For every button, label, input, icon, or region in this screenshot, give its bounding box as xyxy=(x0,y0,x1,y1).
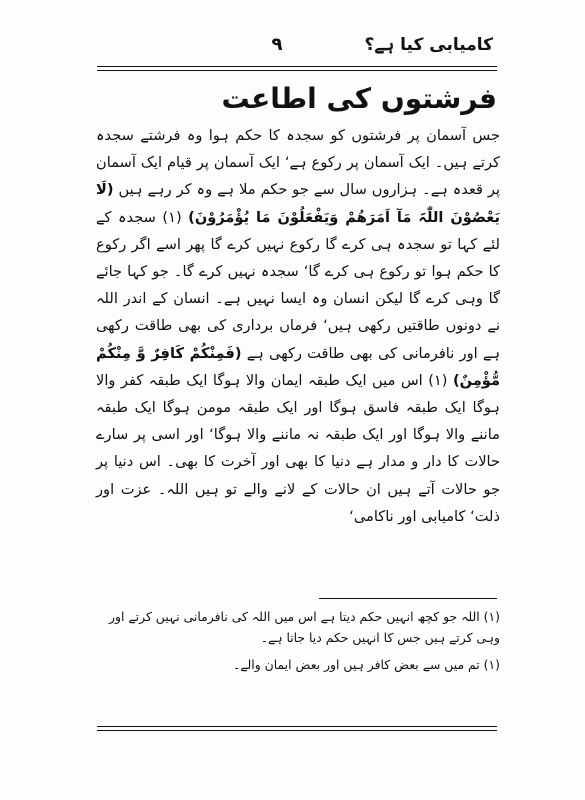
footnotes xyxy=(96,606,500,675)
footer-rule-top xyxy=(97,726,497,727)
body-text-before-first-quote: جس آسمان پر فرشتوں کو سجدہ کا حکم ہوا وہ فرشتے سجدہ کرتے ہیں۔ ایک آسمان پر رکوع ہے‘ ایک آسمان پر قیام ایک آسمان پر قعدہ ہے۔ ہزاروں سال سے جو حکم ملا ہے وہ کر رہے ہیں xyxy=(96,127,501,199)
quranic-quote: (لَا یَعْصُوْنَ اللّٰہَ مَآ اَمَرَھُمْ وَیَفْعَلُوْنَ مَا یُؤْمَرُوْنَ) xyxy=(96,181,501,226)
footer-rule-bottom xyxy=(97,730,497,731)
footnote: (۱) تم میں سے بعض کافر ہیں اور بعض ایمان والے۔ xyxy=(232,657,500,672)
footnote-separator xyxy=(319,598,497,599)
section-heading: فرشتوں کی اطاعت xyxy=(221,82,497,115)
body-text xyxy=(96,122,500,530)
header-rule-top xyxy=(97,66,497,67)
page-number: ۹ xyxy=(271,34,283,55)
body-text-middle: سجدہ کے لئے کہا تو سجدہ ہی کرے گا رکوع نہیں کرے گا پھر اسے اگر رکوع کا حکم ہوا تو رکوع ہی کرے گا‘ سجدہ نہیں کرے گا۔ جو کہا جائے گا وہی کرے گا لیکن انسان وہ ایسا نہیں ہے۔ انسان کے اندر اللہ نے دونوں طاقتیں رکھی ہیں‘ فرماں برداری کی بھی طاقت رکھی ہے اور نافرمانی کی بھی طاقت رکھی ہے xyxy=(96,208,501,362)
footnote-marker: (۱) xyxy=(428,371,448,389)
body-paragraph xyxy=(96,122,500,530)
body-text-after-second-quote: اس میں ایک طبقہ ایمان والا ہوگا ایک طبقہ کفر والا ہوگا ایک طبقہ فاسق ہوگا اور ایک طبقہ مومن ہوگا ایک طبقہ ماننے والا ہوگا اور ایک طبقہ نہ ماننے والا ہوگا‘ اور اسی پر سارے حالات کا دار و مدار ہے دنیا کا بھی اور آخرت کا بھی۔ اس دنیا پر جو حالات آتے ہیں ان حالات کے لانے والے تو ہیں اللہ۔ عزت اور ذلت‘ کامیابی اور ناکامی‘ xyxy=(96,371,500,525)
footnote-marker: (۱) xyxy=(162,208,182,226)
quranic-quote: (فَمِنْکُمْ کَافِرٌ وَّ مِنْکُمْ مُّؤْمِنٌ) xyxy=(96,344,500,389)
header-rule-bottom xyxy=(97,70,497,71)
footnote: (۱) اللہ جو کچھ انہیں حکم دیتا ہے اس میں اللہ کی نافرمانی نہیں کرتے اور وہی کرتے ہیں جس کا انہیں حکم دیا جاتا ہے۔ xyxy=(109,609,500,645)
running-title: کامیابی کیا ہے؟ xyxy=(364,35,493,55)
